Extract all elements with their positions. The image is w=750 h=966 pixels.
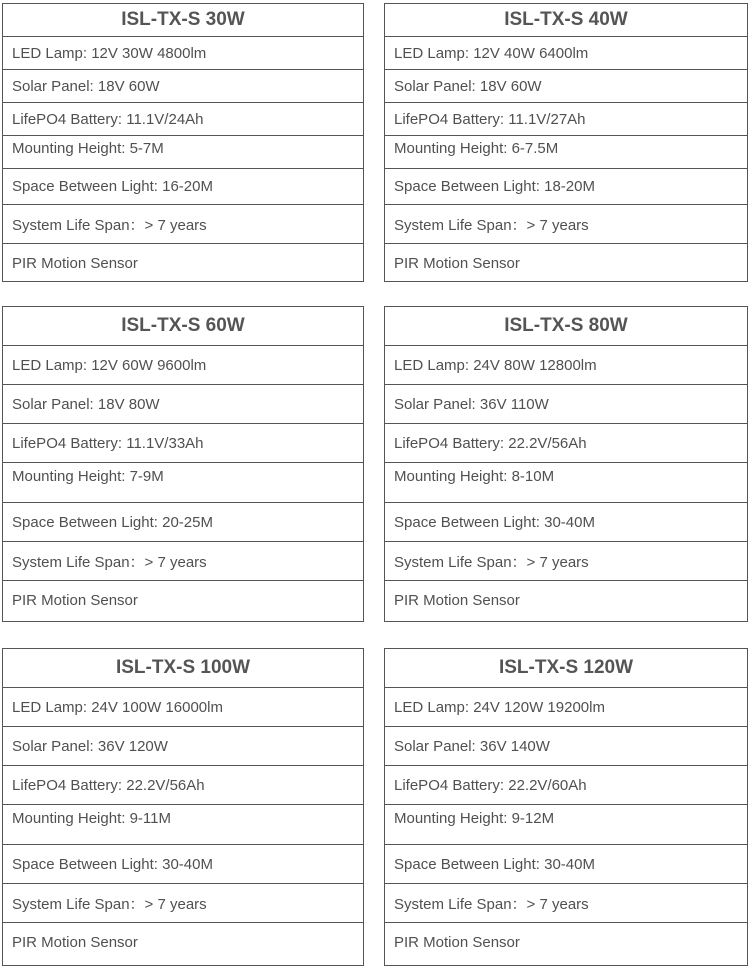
spec-row-spacing: Space Between Light: 20-25M [3, 503, 363, 542]
spec-row-led-lamp: LED Lamp: 12V 30W 4800lm [3, 37, 363, 70]
card-title: ISL-TX-S 30W [3, 4, 363, 37]
spec-card-30w [2, 3, 364, 282]
spec-row-battery: LifePO4 Battery: 22.2V/60Ah [385, 766, 747, 805]
card-title: ISL-TX-S 100W [3, 649, 363, 688]
spec-row-led-lamp: LED Lamp: 24V 80W 12800lm [385, 346, 747, 385]
card-title: ISL-TX-S 40W [385, 4, 747, 37]
spec-row-pir-sensor: PIR Motion Sensor [12, 934, 138, 951]
spec-row-battery: LifePO4 Battery: 22.2V/56Ah [3, 766, 363, 805]
spec-row-spacing: Space Between Light: 30-40M [3, 845, 363, 884]
spec-row-solar-panel: Solar Panel: 36V 120W [3, 727, 363, 766]
spec-row-pir-sensor: PIR Motion Sensor [394, 934, 520, 951]
spec-row-battery: LifePO4 Battery: 11.1V/33Ah [3, 424, 363, 463]
spec-row-pir-sensor: PIR Motion Sensor [12, 254, 138, 272]
spec-row-life-span: System Life Span：> 7 years [3, 542, 363, 581]
spec-row-mounting-height: Mounting Height: 5-7M [3, 136, 363, 169]
card-title: ISL-TX-S 60W [3, 307, 363, 346]
spec-row-battery: LifePO4 Battery: 22.2V/56Ah [385, 424, 747, 463]
spec-row-mounting-height: Mounting Height: 9-12M [385, 805, 747, 845]
spec-row-pir-sensor: PIR Motion Sensor [394, 592, 520, 609]
spec-row-battery: LifePO4 Battery: 11.1V/24Ah [3, 103, 363, 136]
spec-row-solar-panel: Solar Panel: 36V 140W [385, 727, 747, 766]
spec-row-spacing: Space Between Light: 30-40M [385, 503, 747, 542]
spec-card-120w [384, 648, 748, 966]
spec-row-solar-panel: Solar Panel: 18V 60W [3, 70, 363, 103]
card-title: ISL-TX-S 80W [385, 307, 747, 346]
spec-row-life-span: System Life Span：> 7 years [385, 542, 747, 581]
spec-row-spacing: Space Between Light: 30-40M [385, 845, 747, 884]
spec-card-40w [384, 3, 748, 282]
spec-row-mounting-height: Mounting Height: 7-9M [3, 463, 363, 503]
spec-row-life-span: System Life Span：> 7 years [3, 884, 363, 923]
spec-row-battery: LifePO4 Battery: 11.1V/27Ah [385, 103, 747, 136]
spec-row-pir-sensor: PIR Motion Sensor [12, 592, 138, 609]
spec-row-life-span: System Life Span：> 7 years [385, 884, 747, 923]
spec-card-80w [384, 306, 748, 622]
spec-card-60w [2, 306, 364, 622]
spec-row-mounting-height: Mounting Height: 8-10M [385, 463, 747, 503]
spec-row-led-lamp: LED Lamp: 24V 100W 16000lm [3, 688, 363, 727]
spec-row-spacing: Space Between Light: 16-20M [3, 169, 363, 205]
spec-row-pir-sensor: PIR Motion Sensor [394, 254, 520, 272]
spec-row-led-lamp: LED Lamp: 24V 120W 19200lm [385, 688, 747, 727]
spec-row-life-span: System Life Span：> 7 years [3, 205, 363, 244]
spec-row-mounting-height: Mounting Height: 9-11M [3, 805, 363, 845]
spec-row-life-span: System Life Span：> 7 years [385, 205, 747, 244]
spec-row-solar-panel: Solar Panel: 36V 110W [385, 385, 747, 424]
spec-card-100w [2, 648, 364, 966]
spec-row-spacing: Space Between Light: 18-20M [385, 169, 747, 205]
spec-row-solar-panel: Solar Panel: 18V 60W [385, 70, 747, 103]
card-title: ISL-TX-S 120W [385, 649, 747, 688]
spec-row-solar-panel: Solar Panel: 18V 80W [3, 385, 363, 424]
spec-row-mounting-height: Mounting Height: 6-7.5M [385, 136, 747, 169]
spec-row-led-lamp: LED Lamp: 12V 60W 9600lm [3, 346, 363, 385]
spec-row-led-lamp: LED Lamp: 12V 40W 6400lm [385, 37, 747, 70]
